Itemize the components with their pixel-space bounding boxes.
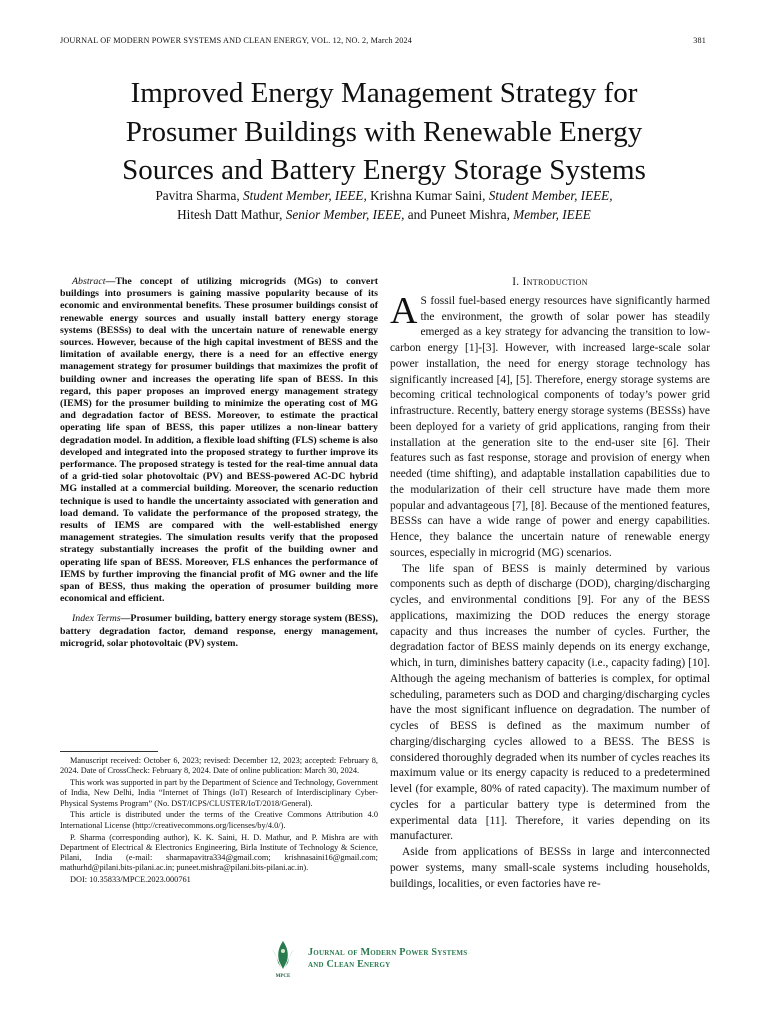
logo-line-2: and Clean Energy <box>308 959 391 970</box>
footnote-doi: DOI: 10.35833/MPCE.2023.000761 <box>70 875 191 885</box>
footnote-funding: This work was supported in part by the Department of Science and Technology, Government of India, New Delhi, India “Internet of Things (IoT) Research of Interdisciplinary Cyber-Physical Systems Program” (No. DST/ICPS/CLUSTER/IoT/2018/General). <box>60 778 378 808</box>
mpce-logo-mark <box>266 939 300 979</box>
author-role: Member, IEEE <box>513 207 591 222</box>
logo-wordmark <box>308 947 467 971</box>
abstract-label: Abstract <box>72 276 106 287</box>
title-line: Sources and Battery Energy Storage Systems <box>122 154 646 186</box>
section-heading <box>390 275 710 291</box>
author-role: Student Member, IEEE, <box>488 188 613 203</box>
author-name: and Puneet Mishra, <box>407 207 510 222</box>
paragraph-text: S fossil fuel-based energy resources have significantly harmed the environment, the growth of solar power has steadily emerged as a key strategy for advancing the transition to low-carbon energy [1]-[3]. However, with increased large-scale solar power installation, the need for energy storage technology has significantly increased [4], [5]. Therefore, energy storage systems are becoming critical technological components of today’s power grid infrastructure. Recently, battery energy storage systems (BESSs) have been deployed for a variety of grid applications, ranging from their installation at the generation site to the end-user site [6]. Their features such as fast response, storage and provision of energy when needed (time shifting), and adaptable installation capabilities due to the modularization of their cell structure have made them more popular and advantageous [7], [8]. Because of the mentioned features, BESSs can have a wide range of power and energy capabilities. Hence, they balance the uncertain nature of renewable energy sources, especially in microgrid (MG) scenarios. <box>390 294 710 559</box>
footnotes <box>60 756 378 887</box>
intro-paragraph <box>390 289 710 562</box>
author-list <box>0 186 768 224</box>
abstract <box>60 276 378 605</box>
author-name: Krishna Kumar Saini, <box>370 188 486 203</box>
author-name: Hitesh Datt Mathur, <box>177 207 283 222</box>
author-name: Pavitra Sharma, <box>155 188 240 203</box>
paper-title <box>0 74 768 190</box>
logo-mark-text: MPCE <box>275 974 291 979</box>
index-terms-text: —Prosumer building, battery energy storage system (BESS), battery degradation factor, demand response, energy management, microgrid, solar photovoltaic (PV) system. <box>60 613 378 649</box>
journal-logo <box>266 938 506 980</box>
abstract-text: —The concept of utilizing microgrids (MGs) to convert buildings into prosumers is gaining massive popularity because of its economic and environmental benefits. These prosumer buildings consist of renewable energy sources and usually install battery energy storage systems (BESSs) to deal with the uncertain nature of renewable energy sources. However, because of the high capital investment of BESS and the limitation of available energy, there is a need for an effective energy management strategy for prosumer buildings that maximizes the profit of building owner and increases the operating life span of BESS. In this regard, this paper proposes an improved energy management strategy (IEMS) for the prosumer building to minimize the operating cost of MG and degradation factor of BESS. Moreover, to estimate the practical operating life span of BESS, this paper utilizes a non-linear battery degradation model. In addition, a flexible load shifting (FLS) scheme is also developed and integrated into the proposed strategy to further improve its performance. The proposed strategy is tested for the real-time annual data of a grid-tied solar photovoltaic (PV) and BESS-powered AC-DC hybrid MG installed at a commercial building. Moreover, the scenario reduction technique is used to handle the uncertainty associated with generation and load demand. To validate the performance of the proposed strategy, the results of IEMS are compared with the well-established energy management strategies. The simulation results verify that the proposed strategy substantially increases the profit of the building owner and operating life span of BESS. Moreover, FLS enhances the performance of IEMS by further improving the financial profit of MG owner and the life span of BESS, thus making the operation of prosumer building more economical and efficient. <box>60 276 378 605</box>
footnote-manuscript: Manuscript received: October 6, 2023; revised: December 12, 2023; accepted: February 8, 2024. Date of CrossCheck: February 8, 2024. Date of online publication: March 30, 2024. <box>60 756 378 776</box>
left-column <box>60 276 378 650</box>
author-line <box>0 205 768 224</box>
title-line: Improved Energy Management Strategy for <box>130 77 638 109</box>
running-header <box>60 36 706 45</box>
section-number: I. <box>512 276 520 288</box>
journal-citation: JOURNAL OF MODERN POWER SYSTEMS AND CLEAN ENERGY, VOL. 12, NO. 2, March 2024 <box>60 36 412 45</box>
drop-cap: A <box>390 289 418 332</box>
index-terms-label: Index Terms <box>72 613 121 625</box>
intro-paragraph: The life span of BESS is mainly determined by various components such as depth of discharge (DOD), charging/discharging cycles, and environmental conditions [9]. For any of the BESS applications, maximizing the DOD reduces the energy storage capacity and thus increases the number of cycles. Further, the degradation factor of BESS mainly depends on its energy exchange, which, in turn, diminishes battery capacity (i.e., capacity fading) [10]. Although the ageing mechanism of batteries is complex, for optimal scheduling, parameters such as DOD and charging/discharging cycles have the most significant influence on degradation. The number of cycles of BESS is defined as the maximum number of charging/discharging cycles allowed to a BESS. The BESS is considered thoroughly degraded when its number of cycles reaches its maximum value or its energy capacity is reduced to a predetermined level (for example, 80% of rated capacity). The maximum number of cycles for a particular battery type is determined from the experimental data [11]. Therefore, it varies depending on its manufacturer. <box>390 562 710 843</box>
section-title: Introduction <box>522 276 588 288</box>
title-line: Prosumer Buildings with Renewable Energy <box>125 115 643 148</box>
author-line <box>0 186 768 205</box>
author-role: Student Member, IEEE, <box>243 188 367 203</box>
logo-emblem-icon <box>266 939 300 971</box>
author-role: Senior Member, IEEE, <box>285 207 405 222</box>
footnote-license: This article is distributed under the terms of the Creative Commons Attribution 4.0 International License (http://creativecommons.org/licenses/by/4.0/). <box>60 810 378 830</box>
page-number: 381 <box>693 36 706 45</box>
intro-paragraph: Aside from applications of BESSs in large and interconnected power systems, many small-scale systems including households, buildings, localities, or even factories have re- <box>390 846 710 890</box>
logo-line-1: Journal of Modern Power Systems <box>308 947 468 958</box>
index-terms <box>60 613 378 650</box>
footnote-divider <box>60 751 158 752</box>
right-column <box>390 275 710 892</box>
footnote-affiliation: P. Sharma (corresponding author), K. K. Saini, H. D. Mathur, and P. Mishra are with Department of Electrical & Electronics Engineering, Birla Institute of Technology & Science, Pilani, India (e-mail: sharmapavitra334@gmail.com; krishnasaini16@gmail.com; mathurhd@pilani.bits-pilani.ac.in; puneet.mishra@pilani.bits-pilani.ac.in). <box>60 832 378 873</box>
